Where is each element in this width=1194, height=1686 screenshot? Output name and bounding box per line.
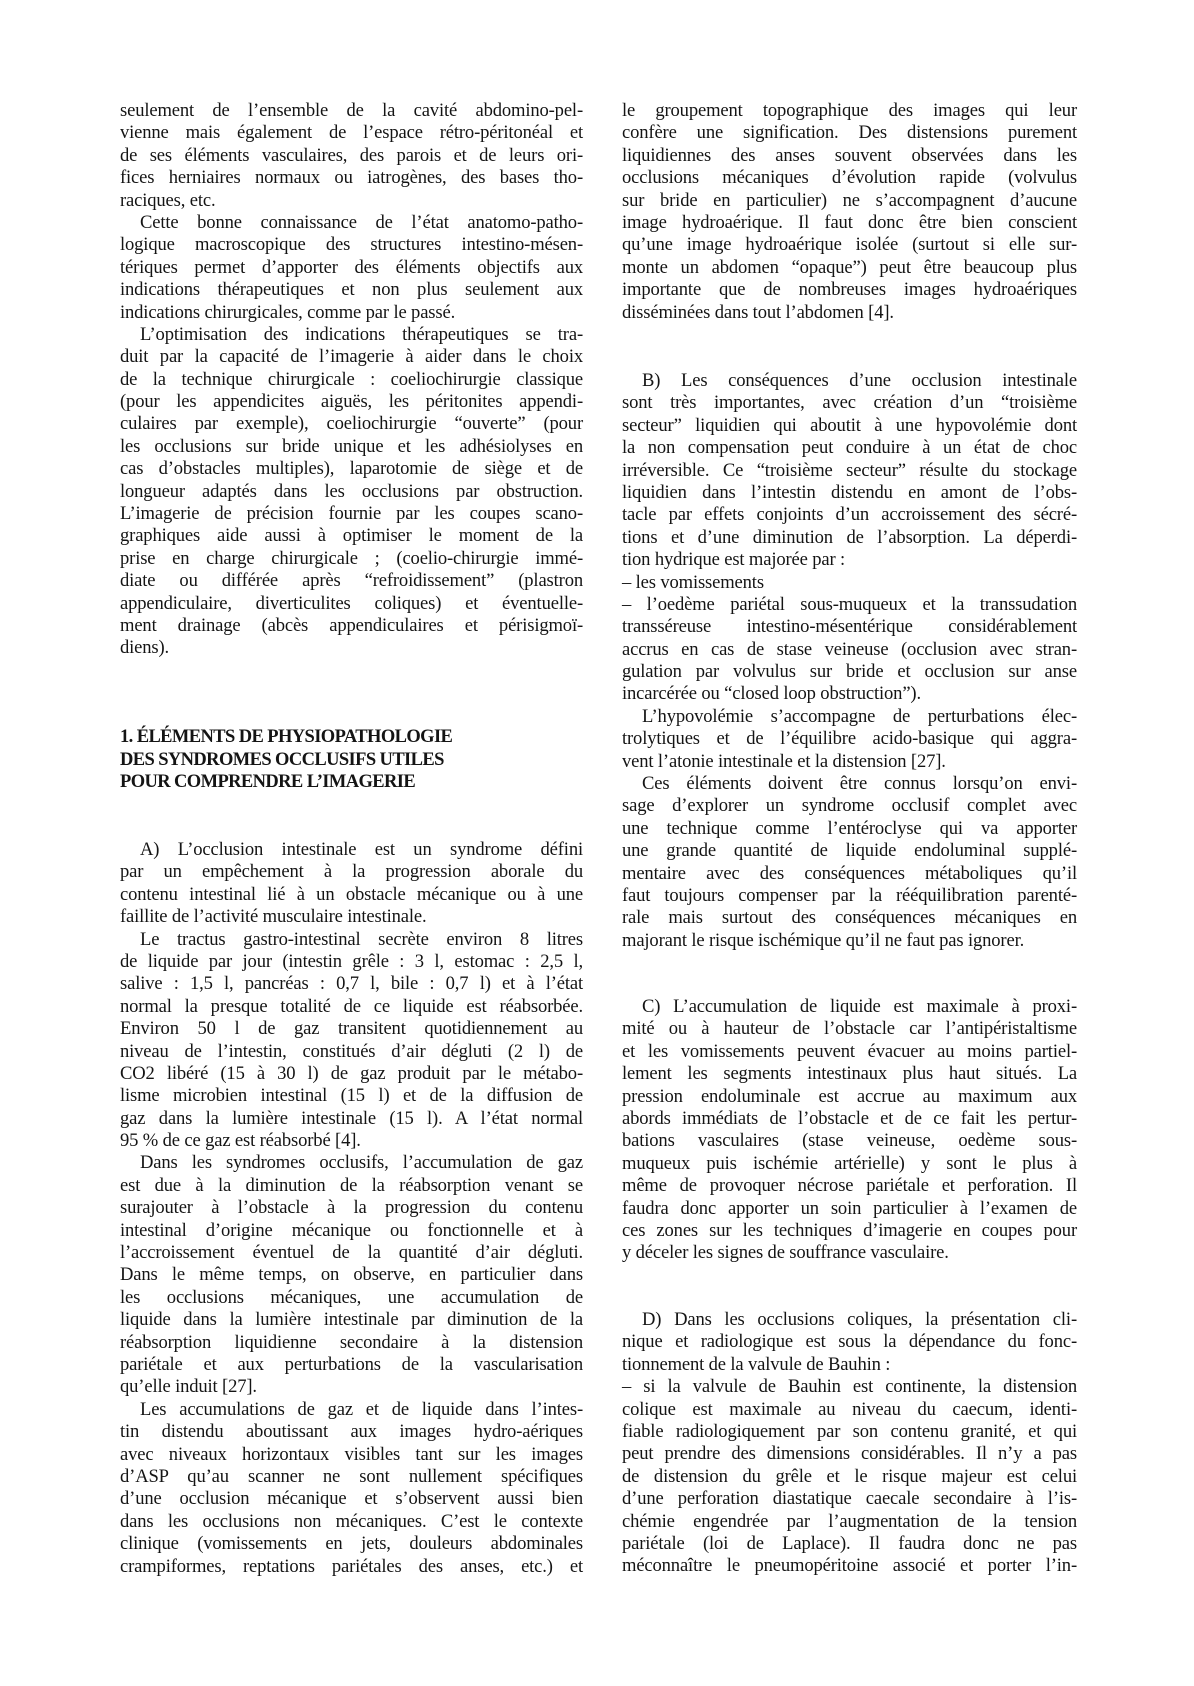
text-line: par un empêchement à la progression aborale du [120,861,583,883]
text-line: accrus en cas de stase veineuse (occlusion avec stran- [622,638,1077,660]
text-line: majorant le risque ischémique qu’il ne faut pas ignorer. [622,929,1025,951]
paragraph [622,100,1077,324]
text-line: L’optimisation des indications thérapeutiques se tra- [140,323,583,345]
text-line: sage d’explorer un syndrome occlusif complet avec [622,795,1077,817]
text-line: trolytiques et de l’équilibre acido-basique qui aggra- [622,728,1077,750]
text-line: de la technique chirurgicale : coeliochirurgie classique [120,368,583,390]
section-b-block [622,370,1077,952]
paragraph [622,706,1077,773]
text-line: culaires par exemple), coeliochirurgie “ouverte” (pour [120,413,583,435]
text-line: seulement de l’ensemble de la cavité abdomino-pel- [120,100,583,121]
text-line: pariétale et aux perturbations de la vascularisation [120,1353,583,1375]
text-line: avec niveaux horizontaux visibles tant sur les images [120,1443,583,1465]
text-line: L’imagerie de précision fournie par les coupes scano- [120,503,583,525]
text-line: sont très importantes, avec création d’un “troisième [622,392,1077,414]
paragraph-a [120,839,583,929]
text-line: Dans le même temps, on observe, en particulier dans [120,1264,583,1286]
text-line: vent l’atonie intestinale et la distension [27]. [622,750,946,772]
text-line: liquidien dans l’intestin distendu en amont de l’obs- [622,481,1077,503]
text-line: L’hypovolémie s’accompagne de perturbations élec- [642,705,1077,727]
text-line: les occlusions sur bride unique et les adhésiolyses en [120,435,583,457]
text-line: – l’oedème pariétal sous-muqueux et la transsudation [622,593,1077,615]
paragraph-c [622,996,1077,1265]
text-line: lement les segments intestinaux plus haut situés. La [622,1063,1077,1085]
text-line: d’une perforation diastatique caecale secondaire à l’is- [622,1488,1077,1510]
text-line: Le tractus gastro-intestinal secrète environ 8 litres [140,928,583,950]
text-line: intestinal d’origine mécanique ou fonctionnelle et à [120,1219,583,1241]
text-line: – les vomissements [622,571,764,593]
text-line: graphiques aide aussi à optimiser le moment de la [120,525,583,547]
text-line: 95 % de ce gaz est réabsorbé [4]. [120,1130,361,1152]
text-line: tions et d’une diminution de l’absorption. La déperdi- [622,526,1077,548]
text-line: CO2 libéré (15 à 30 l) de gaz produit par le métabo- [120,1062,583,1084]
text-line: tacle par effets conjoints d’un accroissement des sécré- [622,504,1077,526]
paragraph-d [622,1309,1077,1376]
text-line: qu’une image hydroaérique isolée (surtout si elle sur- [622,234,1077,256]
text-line: nique et radiologique est sous la dépendance du fonc- [622,1331,1077,1353]
text-line: y déceler les signes de souffrance vasculaire. [622,1242,949,1264]
text-line: appendiculaire, diverticulites coliques) et éventuelle- [120,592,583,614]
text-line: cas d’obstacles multiples), laparotomie de siège et de [120,458,583,480]
text-line: A) L’occlusion intestinale est un syndrome défini [140,839,583,860]
text-line: incarcérée ou “closed loop obstruction”). [622,683,921,705]
text-line: tin distendu aboutissant aux images hydro-aériques [120,1421,583,1443]
text-line: secteur” liquidien qui aboutit à une hypovolémie dont [622,414,1077,436]
text-line: B) Les conséquences d’une occlusion intestinale [642,370,1077,391]
text-line: C) L’accumulation de liquide est maximale à proxi- [642,996,1077,1017]
paragraph [120,324,583,660]
left-intro-block [120,100,583,660]
text-line: de distension du grêle et le risque majeur est celui [622,1465,1077,1487]
text-line: Cette bonne connaissance de l’état anatomo-patho- [140,211,583,233]
text-line: réabsorption liquidienne secondaire à la distension [120,1331,583,1353]
text-line: et les vomissements peuvent évacuer au moins partiel- [622,1040,1077,1062]
text-line: disséminées dans tout l’abdomen [4]. [622,301,894,323]
text-line: mentaire avec des conséquences métaboliques qu’il [622,862,1077,884]
text-line: D) Dans les occlusions coliques, la présentation cli- [642,1309,1077,1330]
text-line: confère une signification. Des distensions purement [622,122,1077,144]
paragraph [120,100,583,212]
heading-line: 1. ÉLÉMENTS DE PHYSIOPATHOLOGIE [120,727,453,747]
text-line: surajouter à l’obstacle à la progression du contenu [120,1197,583,1219]
text-line: faillite de l’activité musculaire intestinale. [120,906,427,928]
paragraph [120,1399,583,1578]
text-line: pariétale (loi de Laplace). Il faudra donc ne pas [622,1532,1077,1554]
text-line: prise en charge chirurgicale ; (coelio-chirurgie immé- [120,547,583,569]
text-line: peut prendre des dimensions considérables. Il n’y a pas [622,1443,1077,1465]
text-line: Environ 50 l de gaz transitent quotidiennement au [120,1018,583,1040]
text-line: de ses éléments vasculaires, des parois et de leurs ori- [120,144,583,166]
text-line: le groupement topographique des images qui leur [622,100,1077,121]
text-line: méconnaître le pneumopéritoine associé et porter l’in- [622,1555,1077,1577]
text-line: niveau de l’intestin, constitués d’air dégluti (2 l) de [120,1040,583,1062]
text-line: d’ASP qu’au scanner ne sont nullement spécifiques [120,1465,583,1487]
list-item [622,594,1077,706]
text-line: est due à la diminution de la réabsorption venant se [120,1174,583,1196]
text-line: ces zones sur les techniques d’imagerie en coupes pour [622,1219,1077,1241]
text-line: transséreuse intestino-mésentérique considérablement [622,616,1077,638]
text-line: abords immédiats de l’obstacle et de ce fait les pertur- [622,1107,1077,1129]
text-line: les occlusions mécaniques, une accumulation de [120,1286,583,1308]
text-line: liquidiennes des anses souvent observées dans les [622,144,1077,166]
text-line: muqueux puis ischémie artérielle) y sont le plus à [622,1152,1077,1174]
text-line: clinique (vomissements en jets, douleurs abdominales [120,1533,583,1555]
text-line: de liquide par jour (intestin grêle : 3 l, estomac : 2,5 l, [120,950,583,972]
text-line: tionnement de la valvule de Bauhin : [622,1353,891,1375]
text-line: colique est maximale au niveau du caecum, identi- [622,1398,1077,1420]
paragraph [120,1152,583,1398]
text-line: dans les occlusions non mécaniques. C’est le contexte [120,1510,583,1532]
right-continuation-block [622,100,1077,324]
section-heading [120,726,583,794]
text-line: même de provoquer nécrose pariétale et perforation. Il [622,1175,1077,1197]
text-line: irréversible. Ce “troisième secteur” résulte du stockage [622,459,1077,481]
text-line: liquide dans la lumière intestinale par diminution de la [120,1309,583,1331]
text-line: gulation par volvulus sur bride et occlusion sur anse [622,661,1077,683]
text-line: d’une occlusion mécanique et s’observent aussi bien [120,1488,583,1510]
text-line: mité ou à hauteur de l’obstacle car l’antipéristaltisme [622,1018,1077,1040]
text-line: tion hydrique est majorée par : [622,549,846,571]
paragraph [622,773,1077,952]
text-line: tériques permet d’apporter des éléments objectifs aux [120,256,583,278]
section-c-block [622,996,1077,1265]
text-line: une technique comme l’entéroclyse qui va apporter [622,817,1077,839]
text-line: contenu intestinal lié à un obstacle mécanique ou à une [120,883,583,905]
text-line: image hydroaérique. Il faut donc être bien conscient [622,211,1077,233]
text-line: raciques, etc. [120,189,216,211]
paragraph [120,929,583,1153]
text-line: fiable radiologiquement par son contenu granité, et qui [622,1420,1077,1442]
text-line: duit par la capacité de l’imagerie à aider dans le choix [120,346,583,368]
text-line: faudra donc apporter un soin particulier à l’examen de [622,1197,1077,1219]
text-line: Les accumulations de gaz et de liquide dans l’intes- [140,1398,583,1420]
text-line: logique macroscopique des structures intestino-mésen- [120,234,583,256]
text-line: pression endoluminale est accrue au maximum aux [622,1085,1077,1107]
text-line: ment drainage (abcès appendiculaires et périsigmoï- [120,614,583,636]
text-line: qu’elle induit [27]. [120,1376,257,1398]
text-line: longueur adaptés dans les occlusions par obstruction. [120,480,583,502]
text-line: l’accroissement éventuel de la quantité d’air dégluti. [120,1242,583,1264]
text-line: chémie engendrée par l’augmentation de la tension [622,1510,1077,1532]
text-line: monte un abdomen “opaque”) peut être beaucoup plus [622,256,1077,278]
text-line: sur bride en particulier) ne s’accompagnent d’aucune [622,189,1077,211]
text-line: rale mais surtout des conséquences mécaniques en [622,907,1077,929]
text-line: vienne mais également de l’espace rétro-péritonéal et [120,122,583,144]
text-line: (pour les appendicites aiguës, les péritonites appendi- [120,391,583,413]
text-line: normal la presque totalité de ce liquide est réabsorbée. [120,995,583,1017]
list-item [622,1376,1077,1578]
text-line: lisme microbien intestinal (15 l) et de la diffusion de [120,1085,583,1107]
paragraph-b [622,370,1077,572]
text-line: une grande quantité de liquide endoluminal supplé- [622,840,1077,862]
text-line: indications thérapeutiques et non plus seulement aux [120,279,583,301]
text-line: crampiformes, reptations pariétales des anses, etc.) et [120,1555,583,1577]
text-line: diens). [120,637,170,659]
text-line: fices herniaires normaux ou iatrogènes, des bases tho- [120,167,583,189]
text-line: Ces éléments doivent être connus lorsqu’on envi- [642,773,1077,795]
heading-line: POUR COMPRENDRE L’IMAGERIE [120,772,416,792]
left-section-block [120,839,583,1578]
paragraph [120,212,583,324]
text-line: salive : 1,5 l, pancréas : 0,7 l, bile : 0,7 l) et à l’état [120,973,583,995]
text-line: occlusions mécaniques d’évolution rapide (volvulus [622,167,1077,189]
text-line: bations vasculaires (stase veineuse, oedème sous- [622,1130,1077,1152]
section-d-block [622,1309,1077,1578]
text-line: la non compensation peut conduire à un état de choc [622,437,1077,459]
list-item [622,572,1077,594]
text-line: diate ou différée après “refroidissement” (plastron [120,570,583,592]
text-line: importante que de nombreuses images hydroaériques [622,279,1077,301]
text-line: gaz dans la lumière intestinale (15 l). A l’état normal [120,1107,583,1129]
text-line: faut toujours compenser par la rééquilibration parenté- [622,884,1077,906]
heading-line: DES SYNDROMES OCCLUSIFS UTILES [120,749,444,770]
text-line: indications chirurgicales, comme par le passé. [120,301,456,323]
text-line: Dans les syndromes occlusifs, l’accumulation de gaz [140,1152,583,1174]
text-line: – si la valvule de Bauhin est continente, la distension [622,1376,1077,1398]
